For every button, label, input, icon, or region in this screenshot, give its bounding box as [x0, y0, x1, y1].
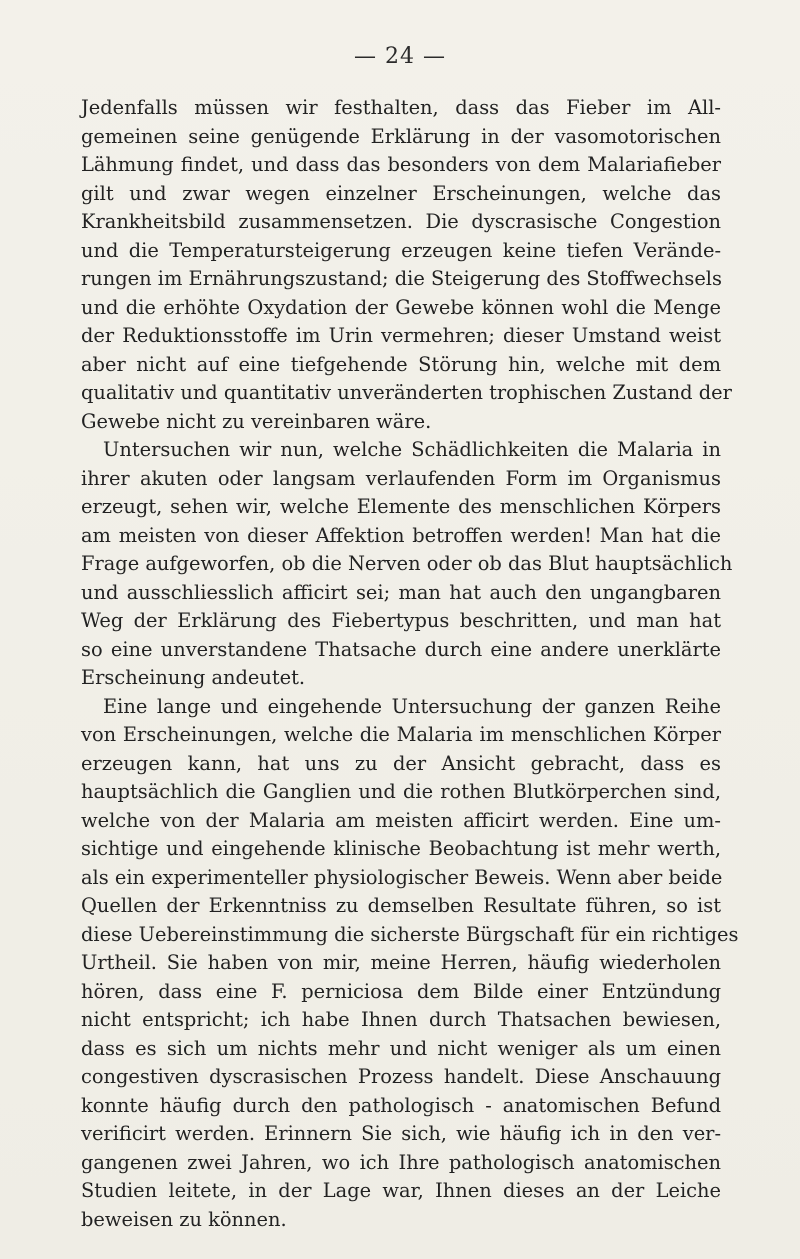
paragraph — [81, 693, 739, 1235]
text-line: Gewebe nicht zu vereinbaren wäre. — [81, 409, 432, 433]
text-line: aber nicht auf eine tiefgehende Störung hin, welche mit dem — [81, 352, 721, 376]
text-line: welche von der Malaria am meisten afficirt werden. Eine um- — [81, 808, 721, 832]
text-line: so eine unverstandene Thatsache durch eine andere unerklärte — [81, 637, 721, 661]
text-line: erzeugen kann, hat uns zu der Ansicht gebracht, dass es — [81, 751, 721, 775]
text-line: der Reduktionsstoffe im Urin vermehren; dieser Umstand weist — [81, 324, 721, 347]
text-line: gangenen zwei Jahren, wo ich Ihre pathologisch anatomischen — [81, 1150, 721, 1174]
text-line: Jedenfalls müssen wir festhalten, dass das Fieber im All- — [81, 96, 721, 119]
page-number: — 24 — — [354, 44, 446, 69]
text-line: als ein experimenteller physiologischer Beweis. Wenn aber beide — [81, 865, 723, 889]
text-line: nicht entspricht; ich habe Ihnen durch Thatsachen bewiesen, — [81, 1008, 721, 1031]
text-line: dass es sich um nichts mehr und nicht weniger als um einen — [81, 1036, 721, 1060]
body-text — [81, 94, 739, 1234]
text-line: erzeugt, sehen wir, welche Elemente des menschlichen Körpers — [81, 495, 721, 518]
text-line: congestiven dyscrasischen Prozess handelt. Diese Anschauung — [81, 1065, 721, 1088]
text-line: rungen im Ernährungszustand; die Steigerung des Stoffwechsels — [81, 267, 722, 290]
text-line: gemeinen seine genügende Erklärung in der vasomotorischen — [81, 124, 721, 148]
text-line: Erscheinung andeutet. — [81, 666, 306, 689]
text-line: Eine lange und eingehende Untersuchung der ganzen Reihe — [103, 694, 721, 718]
text-line: und die erhöhte Oxydation der Gewebe können wohl die Menge — [81, 295, 721, 319]
text-line: Studien leitete, in der Lage war, Ihnen dieses an der Leiche — [81, 1179, 721, 1202]
text-line: diese Uebereinstimmung die sicherste Bürgschaft für ein richtiges — [81, 922, 739, 946]
text-line: konnte häufig durch den pathologisch - anatomischen Befund — [81, 1093, 721, 1117]
text-line: Lähmung findet, und dass das besonders von dem Malariafieber — [81, 153, 721, 176]
text-line: von Erscheinungen, welche die Malaria im menschlichen Körper — [81, 723, 721, 746]
text-line: Quellen der Erkenntniss zu demselben Resultate führen, so ist — [81, 894, 721, 917]
text-line: am meisten von dieser Affektion betroffen werden! Man hat die — [81, 523, 721, 547]
text-line: verificirt werden. Erinnern Sie sich, wie häufig ich in den ver- — [81, 1122, 721, 1145]
text-line: Frage aufgeworfen, ob die Nerven oder ob das Blut hauptsächlich — [81, 552, 733, 575]
text-line: und ausschliesslich afficirt sei; man hat auch den ungangbaren — [81, 580, 721, 604]
text-line: beweisen zu können. — [81, 1207, 287, 1231]
text-line: sichtige und eingehende klinische Beobachtung ist mehr werth, — [81, 837, 721, 860]
text-line: Urtheil. Sie haben von mir, meine Herren, häufig wiederholen — [81, 951, 721, 974]
text-line: gilt und zwar wegen einzelner Erscheinungen, welche das — [81, 181, 721, 205]
text-line: Weg der Erklärung des Fiebertypus beschritten, und man hat — [81, 609, 721, 632]
paragraph — [81, 94, 732, 436]
text-line: Krankheitsbild zusammensetzen. Die dyscrasische Congestion — [81, 210, 721, 233]
text-line: hören, dass eine F. perniciosa dem Bilde einer Entzündung — [81, 979, 721, 1003]
text-line: Untersuchen wir nun, welche Schädlichkeiten die Malaria in — [103, 438, 721, 461]
text-line: und die Temperatursteigerung erzeugen keine tiefen Verände- — [81, 238, 721, 262]
text-line: ihrer akuten oder langsam verlaufenden Form im Organismus — [81, 466, 721, 490]
text-line: qualitativ und quantitativ unveränderten trophischen Zustand der — [81, 381, 732, 404]
text-line: hauptsächlich die Ganglien und die rothen Blutkörperchen sind, — [81, 780, 721, 803]
paragraph — [81, 436, 733, 693]
